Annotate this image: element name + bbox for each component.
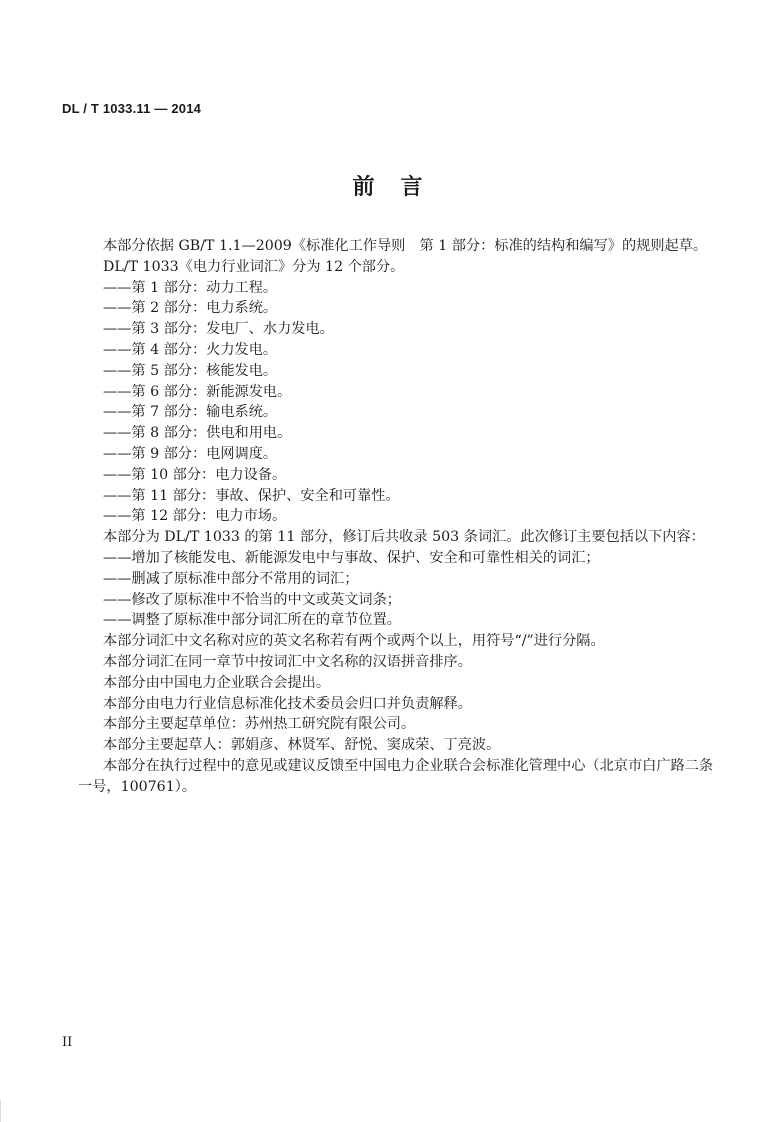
list-item: ——增加了核能发电、新能源发电中与事故、保护、安全和可靠性相关的词汇； — [103, 549, 600, 566]
list-item: ——第 4 部分：火力发电。 — [103, 341, 278, 358]
list-item: ——第 10 部分：电力设备。 — [103, 466, 287, 483]
paragraph: 本部分由电力行业信息标准化技术委员会归口并负责解释。 — [103, 695, 472, 712]
list-item: ——第 1 部分：动力工程。 — [103, 279, 278, 296]
paragraph: 本部分为 DL/T 1033 的第 11 部分，修订后共收录 503 条词汇。此次修订主要包括以下内容： — [103, 529, 705, 546]
document-code-header: DL / T 1033.11 — 2014 — [62, 101, 202, 116]
closing-paragraph: 本部分在执行过程中的意见或建议反馈至中国电力企业联合会标准化管理中心（北京市白广路二条 — [103, 757, 714, 774]
foreword-body — [78, 236, 738, 798]
page-title: 前言 — [352, 174, 449, 200]
list-item: ——删减了原标准中部分不常用的词汇； — [103, 570, 359, 587]
scan-edge-divider — [0, 1100, 1, 1122]
list-item: ——修改了原标准中不恰当的中文或英文词条； — [103, 591, 401, 608]
paragraph: 本部分词汇中文名称对应的英文名称若有两个或两个以上，用符号“/”进行分隔。 — [103, 633, 605, 650]
paragraph: 本部分依据 GB/T 1.1—2009《标准化工作导则 第 1 部分：标准的结构和编写》的规则起草。 — [103, 238, 708, 254]
list-item: ——第 11 部分：事故、保护、安全和可靠性。 — [103, 487, 400, 504]
paragraph: 本部分主要起草单位：苏州热工研究院有限公司。 — [103, 716, 416, 733]
list-item: ——第 12 部分：电力市场。 — [103, 508, 287, 525]
list-item: ——第 6 部分：新能源发电。 — [103, 383, 292, 400]
paragraph: DL/T 1033《电力行业词汇》分为 12 个部分。 — [103, 258, 405, 275]
list-item: ——第 7 部分：输电系统。 — [103, 404, 278, 421]
paragraph: 本部分词汇在同一章节中按词汇中文名称的汉语拼音排序。 — [103, 653, 472, 670]
list-item: ——第 8 部分：供电和用电。 — [103, 425, 292, 442]
paragraph: 本部分主要起草人：郭娟彦、林贤军、舒悦、窦成荣、丁亮波。 — [103, 737, 501, 754]
paragraph: 本部分由中国电力企业联合会提出。 — [103, 674, 331, 691]
list-item: ——调整了原标准中部分词汇所在的章节位置。 — [103, 612, 401, 629]
list-item: ——第 9 部分：电网调度。 — [103, 445, 278, 462]
list-item: ——第 3 部分：发电厂、水力发电。 — [103, 321, 334, 338]
closing-paragraph-continuation: 一号，100761）。 — [78, 778, 196, 795]
page-number: II — [62, 1035, 73, 1050]
list-item: ——第 2 部分：电力系统。 — [103, 300, 278, 317]
list-item: ——第 5 部分：核能发电。 — [103, 362, 278, 379]
